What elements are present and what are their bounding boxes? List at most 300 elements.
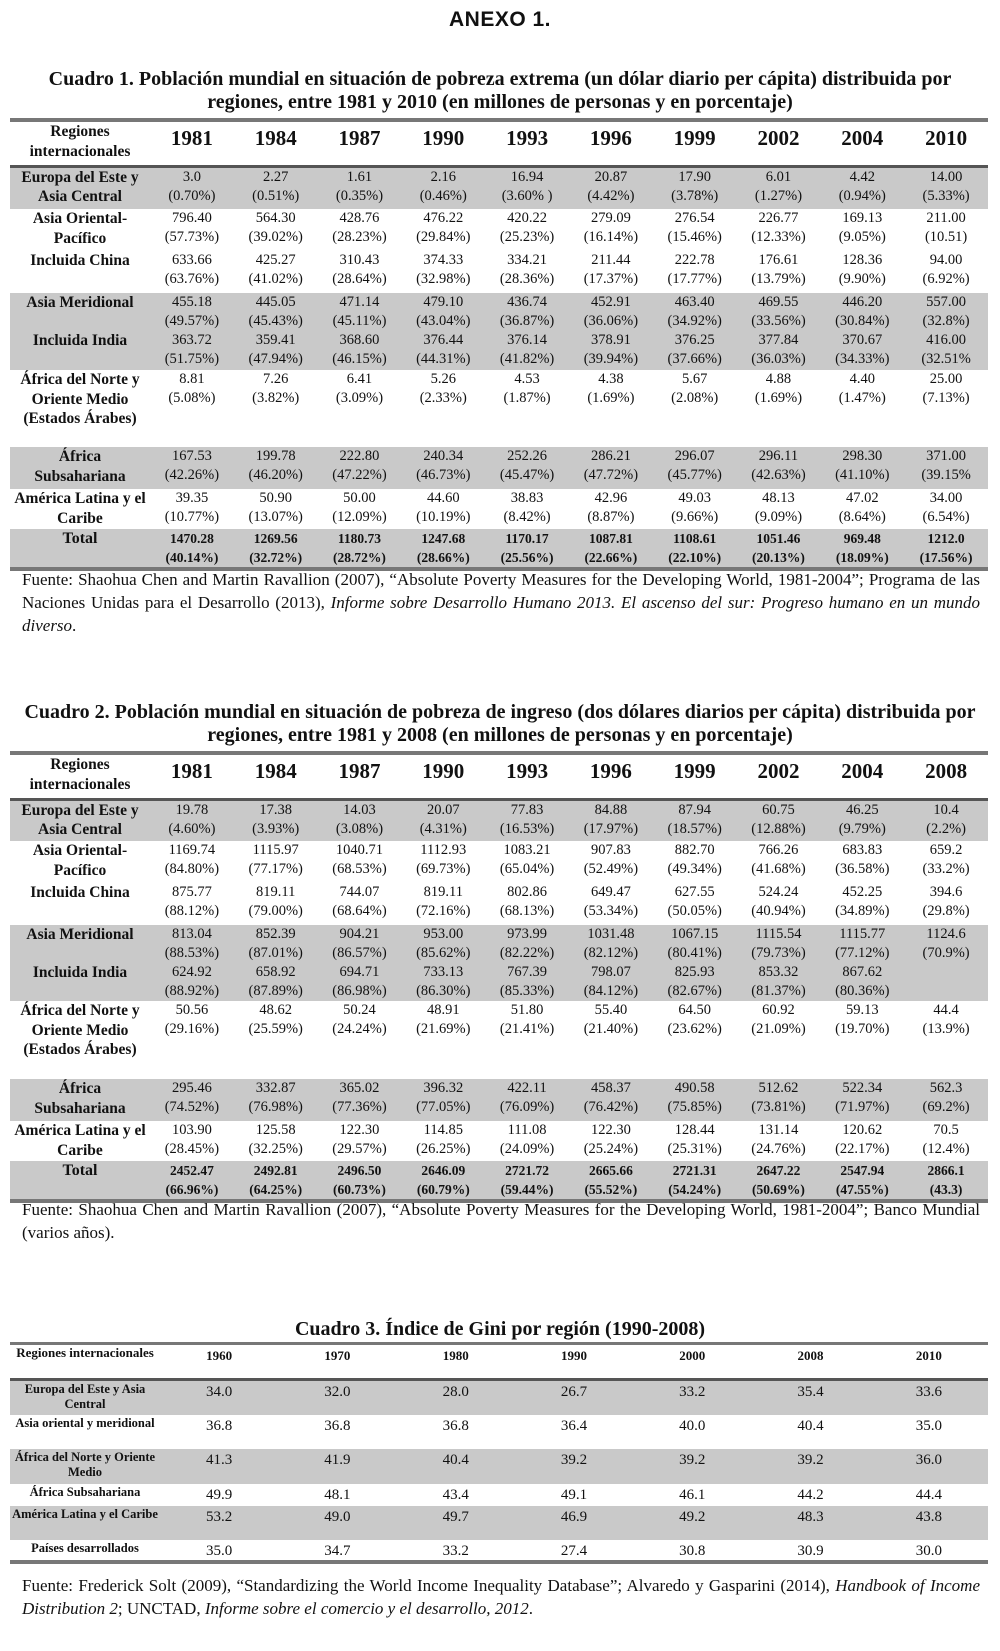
- value-cell: 4.53 (1.87%): [503, 371, 551, 406]
- value-cell: 452.91 (36.06%): [569, 293, 653, 331]
- value-cell: 60.75 (12.88%): [737, 799, 821, 841]
- value-cell: 59.13 (19.70%): [835, 1002, 890, 1037]
- value-cell: 296.11 (42.63%): [737, 447, 821, 489]
- source-text: Fuente: Frederick Solt (2009), “Standardizing the World Income Inequality Database”; Alvaredo y Gasparini (2014),: [22, 1576, 836, 1595]
- value-cell: 471.14 (45.11%): [318, 293, 402, 331]
- table-2-title: Cuadro 2. Población mundial en situación de pobreza de ingreso (dos dólares diarios per cápita) distribuida por regiones, entre 1981 y 2008 (en millones de personas y en porcentaje): [24, 701, 976, 746]
- table-2-source: [22, 1198, 980, 1244]
- value-cell: 767.39 (85.33%): [485, 963, 569, 1001]
- value-cell: 562.3 (69.2%): [904, 1079, 988, 1121]
- value-cell: 446.20 (30.84%): [820, 293, 904, 331]
- value-cell: 77.83 (16.53%): [485, 799, 569, 841]
- value-cell: 875.77 (88.12%): [164, 884, 220, 919]
- value-cell: 904.21 (86.57%): [318, 925, 402, 963]
- value-cell: 128.36 (9.90%): [838, 252, 886, 287]
- region-label: Incluida India: [10, 331, 150, 370]
- year-header: 1996: [589, 126, 632, 150]
- value-cell: 819.11 (72.16%): [416, 884, 471, 919]
- value-cell: 47.02 (8.64%): [838, 490, 886, 525]
- table-row: [10, 166, 988, 209]
- table-row: [10, 331, 988, 370]
- value-cell: 17.38 (3.93%): [234, 799, 318, 841]
- value-cell: 43.4: [442, 1486, 469, 1503]
- value-cell: 46.9: [515, 1506, 633, 1540]
- value-cell: 40.0: [679, 1417, 706, 1434]
- year-header: 1970: [324, 1348, 351, 1363]
- year-header: 1984: [254, 759, 297, 783]
- value-cell: 25.00 (7.13%): [922, 371, 970, 406]
- value-cell: 53.2: [160, 1506, 278, 1540]
- table-row: [10, 447, 988, 489]
- value-cell: 50.24 (24.24%): [332, 1002, 387, 1037]
- value-cell: 128.44 (25.31%): [667, 1122, 722, 1157]
- value-cell: 30.8: [679, 1542, 706, 1559]
- year-header: 1999: [673, 126, 716, 150]
- value-cell: 359.41 (47.94%): [234, 331, 318, 370]
- region-label: África del Norte y Oriente Medio: [10, 1449, 160, 1484]
- value-cell: 199.78 (46.20%): [234, 447, 318, 489]
- value-cell: 1180.73 (28.72%): [318, 529, 402, 569]
- value-cell: 1247.68 (28.66%): [401, 529, 485, 569]
- value-cell: 796.40 (57.73%): [164, 210, 220, 245]
- value-cell: 222.78 (17.77%): [667, 252, 722, 287]
- value-cell: 1269.56 (32.72%): [234, 529, 318, 569]
- year-header: 1981: [170, 759, 213, 783]
- table-row: [10, 1449, 988, 1484]
- table-row: [10, 1484, 988, 1506]
- value-cell: 3.0 (0.70%): [150, 166, 234, 209]
- value-cell: 33.6: [870, 1380, 988, 1415]
- value-cell: 44.4: [915, 1486, 942, 1503]
- value-cell: 2492.81 (64.25%): [234, 1161, 318, 1201]
- value-cell: 36.4: [560, 1417, 588, 1434]
- value-cell: 377.84 (36.03%): [737, 331, 821, 370]
- value-cell: 1470.28 (40.14%): [150, 529, 234, 569]
- value-cell: 103.90 (28.45%): [164, 1122, 220, 1157]
- year-header: 1999: [673, 759, 716, 783]
- value-cell: 111.08 (24.09%): [499, 1122, 555, 1157]
- value-cell: 27.4: [560, 1542, 588, 1559]
- value-cell: 766.26 (41.68%): [751, 842, 806, 877]
- value-cell: 425.27 (41.02%): [248, 252, 303, 287]
- table-row: [10, 1161, 988, 1201]
- value-cell: 211.00 (10.51): [924, 210, 968, 245]
- value-cell: 39.35 (10.77%): [164, 490, 220, 525]
- value-cell: 365.02 (77.36%): [318, 1079, 402, 1121]
- value-cell: 176.61 (13.79%): [751, 252, 806, 287]
- value-cell: 512.62 (73.81%): [737, 1079, 821, 1121]
- value-cell: 49.1: [560, 1486, 588, 1503]
- value-cell: 48.91 (21.69%): [416, 1002, 471, 1037]
- value-cell: 10.4 (2.2%): [904, 799, 988, 841]
- value-cell: 16.94 (3.60% ): [485, 166, 569, 209]
- value-cell: 49.2: [633, 1506, 751, 1540]
- value-cell: 310.43 (28.64%): [332, 252, 387, 287]
- value-cell: 279.09 (16.14%): [583, 210, 639, 245]
- value-cell: 1040.71 (68.53%): [332, 842, 387, 877]
- region-label: Asia Meridional: [10, 925, 150, 963]
- region-label: Asia oriental y meridional: [15, 1415, 155, 1430]
- value-cell: 44.60 (10.19%): [416, 490, 471, 525]
- value-cell: 41.3: [160, 1449, 278, 1484]
- value-cell: 798.07 (84.12%): [569, 963, 653, 1001]
- value-cell: 376.44 (44.31%): [401, 331, 485, 370]
- table-row: [10, 1415, 988, 1449]
- value-cell: 211.44 (17.37%): [583, 252, 639, 287]
- year-header: 1980: [442, 1348, 469, 1363]
- region-label: América Latina y el Caribe: [14, 490, 146, 527]
- region-label: América Latina y el Caribe: [14, 1122, 146, 1159]
- value-cell: 813.04 (88.53%): [150, 925, 234, 963]
- value-cell: 2665.66 (55.52%): [569, 1161, 653, 1201]
- value-cell: 19.78 (4.60%): [150, 799, 234, 841]
- value-cell: 44.2: [797, 1486, 824, 1503]
- value-cell: 286.21 (47.72%): [569, 447, 653, 489]
- value-cell: 17.90 (3.78%): [653, 166, 737, 209]
- value-cell: 1051.46 (20.13%): [737, 529, 821, 569]
- value-cell: 852.39 (87.01%): [234, 925, 318, 963]
- value-cell: 114.85 (26.25%): [416, 1122, 471, 1157]
- value-cell: 396.32 (77.05%): [401, 1079, 485, 1121]
- region-label: África Subsahariana: [10, 447, 150, 489]
- value-cell: 276.54 (15.46%): [667, 210, 722, 245]
- value-cell: 1170.17 (25.56%): [485, 529, 569, 569]
- value-cell: 1115.97 (77.17%): [248, 842, 303, 877]
- value-cell: 36.8: [206, 1417, 233, 1434]
- value-cell: 2547.94 (47.55%): [820, 1161, 904, 1201]
- year-header: 2000: [679, 1348, 706, 1363]
- value-cell: 298.30 (41.10%): [820, 447, 904, 489]
- year-header: 2008: [925, 759, 968, 783]
- value-cell: 378.91 (39.94%): [569, 331, 653, 370]
- value-cell: 452.25 (34.89%): [835, 884, 890, 919]
- year-header: 2010: [925, 126, 968, 150]
- value-cell: 55.40 (21.40%): [583, 1002, 639, 1037]
- value-cell: 38.83 (8.42%): [503, 490, 551, 525]
- value-cell: 2721.31 (54.24%): [653, 1161, 737, 1201]
- year-header: 1993: [506, 126, 549, 150]
- value-cell: 1115.54 (79.73%): [737, 925, 821, 963]
- table-row: [10, 1540, 988, 1562]
- source-text: .: [72, 616, 77, 635]
- value-cell: 70.5 (12.4%): [922, 1122, 970, 1157]
- value-cell: 39.2: [633, 1449, 751, 1484]
- value-cell: 1031.48 (82.12%): [569, 925, 653, 963]
- value-cell: 50.56 (29.16%): [164, 1002, 220, 1037]
- value-cell: 84.88 (17.97%): [569, 799, 653, 841]
- value-cell: 2647.22 (50.69%): [737, 1161, 821, 1201]
- region-label: América Latina y el Caribe: [10, 1506, 160, 1540]
- source-text: Fuente: Shaohua Chen and Martin Ravallion (2007), “Absolute Poverty Measures for the Developing World, 1981-2004”; Programa de las Naciones Unidas para el Desarrollo (2013),: [22, 570, 980, 612]
- value-cell: 240.34 (46.73%): [401, 447, 485, 489]
- table-row: [10, 1380, 988, 1415]
- value-cell: 226.77 (12.33%): [751, 210, 806, 245]
- value-cell: 1169.74 (84.80%): [164, 842, 220, 877]
- year-header: 1996: [589, 759, 632, 783]
- value-cell: 4.42 (0.94%): [820, 166, 904, 209]
- value-cell: 1083.21 (65.04%): [499, 842, 555, 877]
- value-cell: 445.05 (45.43%): [234, 293, 318, 331]
- value-cell: 295.46 (74.52%): [150, 1079, 234, 1121]
- value-cell: 733.13 (86.30%): [401, 963, 485, 1001]
- value-cell: 394.6 (29.8%): [922, 884, 970, 919]
- value-cell: 370.67 (34.33%): [820, 331, 904, 370]
- value-cell: 2646.09 (60.79%): [401, 1161, 485, 1201]
- value-cell: 2721.72 (59.44%): [485, 1161, 569, 1201]
- source-text: Handbook of Income Distribution 2: [22, 1576, 980, 1618]
- table-row: [10, 925, 988, 963]
- value-cell: 26.7: [515, 1380, 633, 1415]
- value-cell: 36.8: [324, 1417, 351, 1434]
- value-cell: 683.83 (36.58%): [835, 842, 890, 877]
- value-cell: 1212.0 (17.56%): [904, 529, 988, 569]
- header-row: [10, 1344, 988, 1380]
- value-cell: 14.00 (5.33%): [904, 166, 988, 209]
- year-header: 1990: [560, 1348, 587, 1363]
- value-cell: 42.96 (8.87%): [587, 490, 635, 525]
- value-cell: 953.00 (85.62%): [401, 925, 485, 963]
- year-header: 2004: [841, 759, 884, 783]
- region-label: Incluida China: [30, 252, 130, 269]
- value-cell: 973.99 (82.22%): [485, 925, 569, 963]
- year-header: 2002: [757, 126, 800, 150]
- value-cell: 627.55 (50.05%): [667, 884, 722, 919]
- table-1-source: [22, 568, 980, 637]
- value-cell: 5.26 (2.33%): [419, 371, 467, 406]
- table-3-gini-index: [10, 1342, 988, 1564]
- value-cell: 48.62 (25.59%): [248, 1002, 303, 1037]
- value-cell: 20.87 (4.42%): [569, 166, 653, 209]
- table-row: [10, 251, 988, 293]
- value-cell: 122.30 (25.24%): [583, 1122, 639, 1157]
- value-cell: 125.58 (32.25%): [248, 1122, 303, 1157]
- value-cell: 40.4: [797, 1417, 824, 1434]
- value-cell: 49.03 (9.66%): [671, 490, 719, 525]
- region-label: África del Norte y Oriente Medio (Estados Árabes): [20, 1002, 140, 1058]
- value-cell: 853.32 (81.37%): [737, 963, 821, 1001]
- value-cell: 39.2: [515, 1449, 633, 1484]
- table-row: [10, 1506, 988, 1540]
- year-header: 1960: [206, 1348, 233, 1363]
- value-cell: 624.92 (88.92%): [150, 963, 234, 1001]
- table-3-source: [22, 1574, 980, 1620]
- value-cell: 374.33 (32.98%): [416, 252, 471, 287]
- regions-header: Regiones internacionales: [29, 123, 131, 160]
- value-cell: 819.11 (79.00%): [248, 884, 303, 919]
- value-cell: 64.50 (23.62%): [667, 1002, 722, 1037]
- table-1-title: Cuadro 1. Población mundial en situación de pobreza extrema (un dólar diario per cápita) distribuida por regiones, entre 1981 y 2010 (en millones de personas y en porcentaje): [48, 68, 952, 113]
- value-cell: 1115.77 (77.12%): [820, 925, 904, 963]
- value-cell: 436.74 (36.87%): [485, 293, 569, 331]
- value-cell: 167.53 (42.26%): [150, 447, 234, 489]
- value-cell: 39.2: [751, 1449, 869, 1484]
- value-cell: 479.10 (43.04%): [401, 293, 485, 331]
- value-cell: 1087.81 (22.66%): [569, 529, 653, 569]
- value-cell: 649.47 (53.34%): [583, 884, 639, 919]
- table-1-extreme-poverty: [10, 118, 988, 571]
- table-row: [10, 489, 988, 529]
- table-row: [10, 1079, 988, 1121]
- value-cell: 867.62 (80.36%): [820, 963, 904, 1001]
- value-cell: 49.0: [278, 1506, 396, 1540]
- table-3-title: Cuadro 3. Índice de Gini por región (1990-2008): [294, 1318, 706, 1340]
- value-cell: 49.9: [206, 1486, 233, 1503]
- value-cell: 41.9: [278, 1449, 396, 1484]
- value-cell: 458.37 (76.42%): [569, 1079, 653, 1121]
- value-cell: 120.62 (22.17%): [835, 1122, 890, 1157]
- value-cell: 376.25 (37.66%): [653, 331, 737, 370]
- region-label: Asia Oriental- Pacífico: [32, 210, 128, 247]
- region-label: Incluida China: [30, 884, 130, 901]
- value-cell: 694.71 (86.98%): [318, 963, 402, 1001]
- region-label: Países desarrollados: [31, 1540, 139, 1555]
- year-header: 2008: [797, 1348, 824, 1363]
- value-cell: 332.87 (76.98%): [234, 1079, 318, 1121]
- table-row: [10, 883, 988, 925]
- value-cell: 60.92 (21.09%): [751, 1002, 806, 1037]
- value-cell: 30.0: [915, 1542, 942, 1559]
- year-header: 1993: [506, 759, 549, 783]
- year-header: 2010: [915, 1348, 942, 1363]
- value-cell: 2496.50 (60.73%): [318, 1161, 402, 1201]
- value-cell: 8.81 (5.08%): [168, 371, 216, 406]
- value-cell: 633.66 (63.76%): [164, 252, 220, 287]
- year-header: 1984: [254, 126, 297, 150]
- value-cell: 49.7: [397, 1506, 515, 1540]
- value-cell: 6.01 (1.27%): [737, 166, 821, 209]
- value-cell: 33.2: [633, 1380, 751, 1415]
- region-label: Europa del Este y Asia Central: [10, 799, 150, 841]
- value-cell: 46.25 (9.79%): [820, 799, 904, 841]
- value-cell: 420.22 (25.23%): [499, 210, 555, 245]
- value-cell: 46.1: [679, 1486, 706, 1503]
- value-cell: 87.94 (18.57%): [653, 799, 737, 841]
- value-cell: 469.55 (33.56%): [737, 293, 821, 331]
- value-cell: 34.7: [324, 1542, 351, 1559]
- value-cell: 4.88 (1.69%): [754, 371, 803, 406]
- header-row: [10, 753, 988, 799]
- value-cell: 524.24 (40.94%): [751, 884, 806, 919]
- year-header: 1981: [170, 126, 213, 150]
- value-cell: 2866.1 (43.3): [904, 1161, 988, 1201]
- source-text: .: [528, 1599, 533, 1618]
- value-cell: 368.60 (46.15%): [318, 331, 402, 370]
- year-header: 1987: [338, 759, 381, 783]
- table-2-income-poverty: [10, 751, 988, 1203]
- value-cell: 416.00 (32.51%: [904, 331, 988, 370]
- value-cell: 44.4 (13.9%): [922, 1002, 970, 1037]
- table-row: [10, 370, 988, 447]
- value-cell: 122.30 (29.57%): [332, 1122, 387, 1157]
- table-row: [10, 1001, 988, 1079]
- value-cell: 48.1: [324, 1486, 351, 1503]
- value-cell: 334.21 (28.36%): [499, 252, 555, 287]
- value-cell: 969.48 (18.09%): [820, 529, 904, 569]
- value-cell: 658.92 (87.89%): [234, 963, 318, 1001]
- value-cell: 882.70 (49.34%): [667, 842, 722, 877]
- value-cell: 2.16 (0.46%): [401, 166, 485, 209]
- value-cell: 50.00 (12.09%): [332, 490, 387, 525]
- value-cell: 43.8: [870, 1506, 988, 1540]
- value-cell: 564.30 (39.02%): [248, 210, 303, 245]
- table-row: [10, 209, 988, 251]
- value-cell: 4.40 (1.47%): [838, 371, 886, 406]
- value-cell: 1067.15 (80.41%): [653, 925, 737, 963]
- region-label: Total: [10, 529, 150, 569]
- value-cell: 376.14 (41.82%): [485, 331, 569, 370]
- value-cell: 1108.61 (22.10%): [653, 529, 737, 569]
- table-row: [10, 529, 988, 569]
- source-text: Informe sobre el comercio y el desarrollo, 2012: [204, 1599, 529, 1618]
- table-row: [10, 799, 988, 841]
- value-cell: 30.9: [797, 1542, 824, 1559]
- value-cell: 659.2 (33.2%): [922, 842, 970, 877]
- year-header: 1987: [338, 126, 381, 150]
- value-cell: 2.27 (0.51%): [234, 166, 318, 209]
- value-cell: 422.11 (76.09%): [485, 1079, 569, 1121]
- region-label: África Subsahariana: [29, 1484, 141, 1499]
- value-cell: 2452.47 (66.96%): [150, 1161, 234, 1201]
- value-cell: 802.86 (68.13%): [499, 884, 555, 919]
- value-cell: 296.07 (45.77%): [653, 447, 737, 489]
- value-cell: 36.8: [442, 1417, 469, 1434]
- value-cell: 32.0: [278, 1380, 396, 1415]
- source-text: Fuente: Shaohua Chen and Martin Ravallion (2007), “Absolute Poverty Measures for the Developing World, 1981-2004”; Banco Mundial (varios años).: [22, 1200, 980, 1242]
- value-cell: 94.00 (6.92%): [922, 252, 970, 287]
- value-cell: 36.0: [870, 1449, 988, 1484]
- value-cell: 455.18 (49.57%): [150, 293, 234, 331]
- region-label: Asia Meridional: [10, 293, 150, 331]
- regions-header: Regiones internacionales: [16, 1345, 154, 1360]
- annex-heading: ANEXO 1.: [448, 8, 552, 31]
- value-cell: 34.00 (6.54%): [922, 490, 970, 525]
- value-cell: 363.72 (51.75%): [150, 331, 234, 370]
- value-cell: 35.0: [915, 1417, 942, 1434]
- value-cell: 744.07 (68.64%): [332, 884, 387, 919]
- value-cell: 5.67 (2.08%): [671, 371, 719, 406]
- value-cell: 14.03 (3.08%): [318, 799, 402, 841]
- value-cell: 252.26 (45.47%): [485, 447, 569, 489]
- value-cell: 169.13 (9.05%): [838, 210, 886, 245]
- value-cell: [904, 963, 988, 1001]
- region-label: Europa del Este y Asia Central: [10, 166, 150, 209]
- year-header: 2002: [757, 759, 800, 783]
- value-cell: 825.93 (82.67%): [653, 963, 737, 1001]
- year-header: 2004: [841, 126, 884, 150]
- value-cell: 463.40 (34.92%): [653, 293, 737, 331]
- value-cell: 1124.6 (70.9%): [904, 925, 988, 963]
- value-cell: 7.26 (3.82%): [252, 371, 300, 406]
- value-cell: 33.2: [442, 1542, 469, 1559]
- regions-header: Regiones internacionales: [29, 756, 131, 793]
- source-text: Informe sobre Desarrollo Humano 2013. El ascenso del sur: Progreso humano en un mundo diverso: [22, 593, 980, 635]
- value-cell: 48.13 (9.09%): [754, 490, 803, 525]
- region-label: Asia Oriental- Pacífico: [32, 842, 128, 879]
- source-text: ; UNCTAD,: [117, 1599, 205, 1618]
- value-cell: 222.80 (47.22%): [318, 447, 402, 489]
- region-label: Total: [10, 1161, 150, 1201]
- value-cell: 28.0: [397, 1380, 515, 1415]
- year-header: 1990: [422, 126, 465, 150]
- value-cell: 1112.93 (69.73%): [416, 842, 471, 877]
- value-cell: 476.22 (29.84%): [416, 210, 471, 245]
- region-label: Europa del Este y Asia Central: [10, 1380, 160, 1415]
- table-row: [10, 841, 988, 883]
- value-cell: 490.58 (75.85%): [653, 1079, 737, 1121]
- value-cell: 428.76 (28.23%): [332, 210, 387, 245]
- value-cell: 34.0: [160, 1380, 278, 1415]
- region-label: África Subsahariana: [10, 1079, 150, 1121]
